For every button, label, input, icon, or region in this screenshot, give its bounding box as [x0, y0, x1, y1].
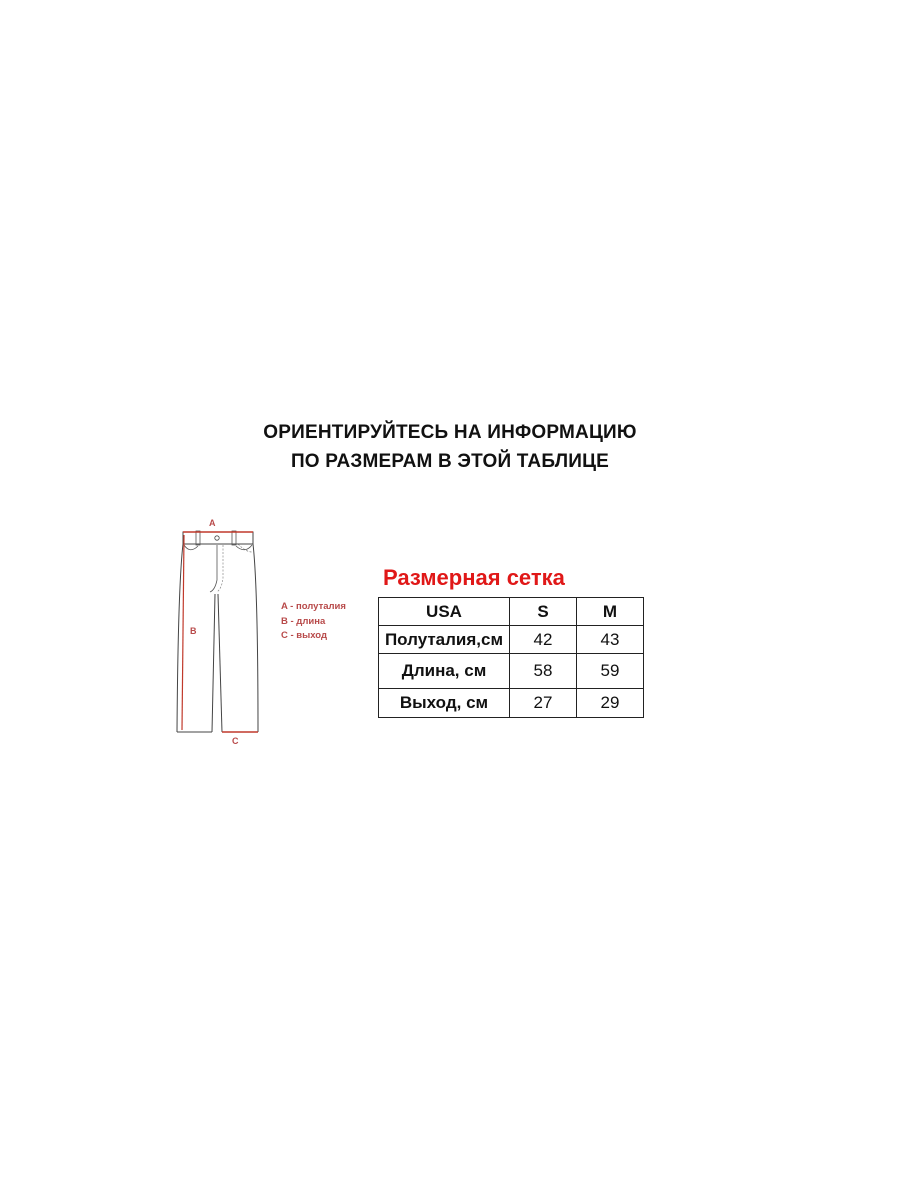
- cell-s: 27: [510, 689, 577, 718]
- header-cell-usa: USA: [379, 598, 510, 626]
- heading-line-2: ПО РАЗМЕРАМ В ЭТОЙ ТАБЛИЦЕ: [290, 451, 610, 472]
- legend-item-c: C - выход: [281, 630, 328, 641]
- table-row: [379, 654, 644, 689]
- page-heading: [0, 418, 900, 476]
- legend-item-b: B - длина: [281, 615, 326, 627]
- diagram-label-c: C: [232, 736, 239, 746]
- size-grid-title: Размерная сетка: [383, 565, 565, 590]
- cell-m: 59: [577, 654, 644, 689]
- header-cell-m: M: [577, 598, 644, 626]
- cell-s: 42: [510, 626, 577, 654]
- size-table: [378, 597, 644, 718]
- legend-item-a: A - полуталия: [281, 601, 346, 612]
- table-row: [379, 689, 644, 718]
- table-header-row: [379, 598, 644, 626]
- cell-m: 29: [577, 689, 644, 718]
- diagram-label-a: A: [209, 518, 216, 528]
- row-label: Выход, см: [379, 689, 510, 718]
- header-cell-s: S: [510, 598, 577, 626]
- measurement-legend: [281, 600, 346, 644]
- cell-m: 43: [577, 626, 644, 654]
- row-label: Длина, см: [379, 654, 510, 689]
- cell-s: 58: [510, 654, 577, 689]
- pants-outline-icon: [160, 518, 270, 753]
- table-row: [379, 626, 644, 654]
- pants-diagram: [160, 518, 270, 753]
- diagram-label-b: B: [190, 626, 197, 636]
- row-label: Полуталия,см: [379, 626, 510, 654]
- heading-line-1: ОРИЕНТИРУЙТЕСЬ НА ИНФОРМАЦИЮ: [263, 422, 637, 443]
